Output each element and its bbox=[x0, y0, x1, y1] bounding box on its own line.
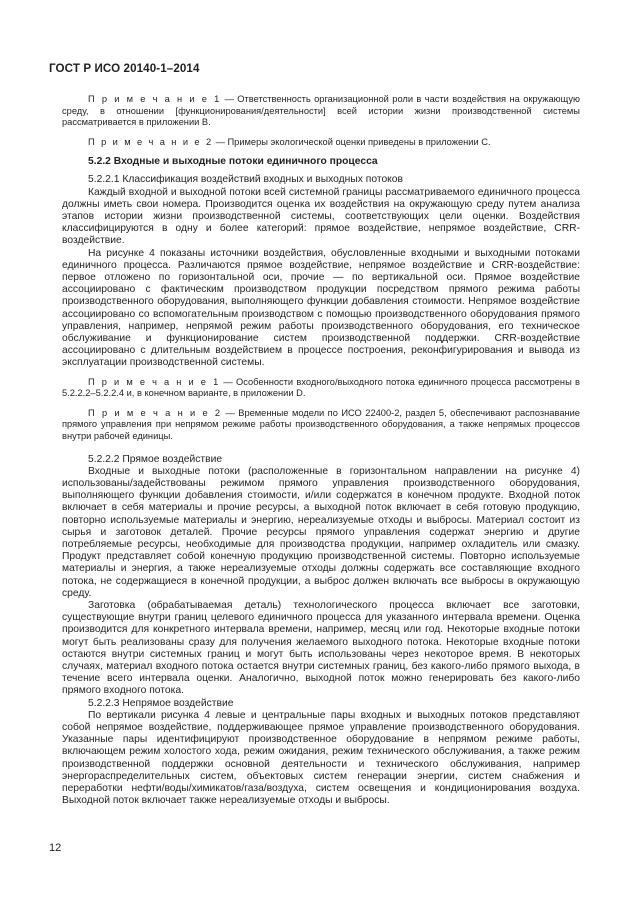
note-tag: П р и м е ч а н и е 2 bbox=[88, 407, 222, 418]
note-2-mid bbox=[62, 408, 580, 443]
note-text: — Ответственность организационной роли в части воздействия на окружающую среду, в отношении [функционирования/деятельности] всей истории жизни производственной системы рассматривается в приложении В. bbox=[62, 94, 580, 128]
subsection-heading-5223: 5.2.2.3 Непрямое воздействие bbox=[88, 697, 234, 709]
document-header: ГОСТ Р ИСО 20140-1–2014 bbox=[49, 62, 200, 75]
note-tag: П р и м е ч а н и е 1 bbox=[88, 376, 221, 387]
paragraph: По вертикали рисунка 4 левые и центральные пары входных и выходных потоков представляют собой непрямое воздействие, поддерживающее прямое управление производственного оборудования. Указанные пары идентифицируют производственное оборудование в непрямом режиме работы, включающем режим холостого хода, режим ожидания, режим технического обслуживания, а также режим производственной поддержки основной деятельности и технического обслуживания, например энергораспределительных систем, объектовых систем генерации энергии, систем снабжения и переработки нефти/воды/химикатов/газа/воздуха, систем освещения и кондиционирования воздуха. Выходной поток включает также нереализуемые отходы и выбросы. bbox=[62, 709, 580, 807]
section-heading: 5.2.2 Входные и выходные потоки единичного процесса bbox=[88, 156, 378, 168]
note-tag: П р и м е ч а н и е 1 bbox=[88, 94, 222, 104]
subsection-heading-5222: 5.2.2.2 Прямое воздействие bbox=[88, 453, 223, 465]
paragraph: Каждый входной и выходной потоки всей системной границы рассматриваемого единичного процесса должны иметь свои номера. Производится оценка их воздействия на окружающую среду путем анализа этапов истории жизни производственной системы, соответствующих цели оценки. Воздействия классифицируются в одну и более категорий: прямое воздействие, непрямое воздействие, CRR-воздействие. bbox=[62, 186, 580, 247]
page-number: 12 bbox=[49, 842, 62, 854]
note-2 bbox=[62, 137, 580, 149]
note-text: — Особенности входного/выходного потока единичного процесса рассмотрены в 5.2.2.2–5.2.2.4 и, в конечном варианте, в приложении D. bbox=[62, 376, 580, 399]
note-text: — Примеры экологической оценки приведены в приложении C. bbox=[213, 136, 491, 147]
note-1 bbox=[62, 94, 580, 129]
note-1-mid bbox=[62, 377, 580, 400]
paragraph: На рисунке 4 показаны источники воздействия, обусловленные входными и выходными потоками единичного процесса. Различаются прямое воздействие, непрямое воздействие и CRR-воздействие: первое отложено по горизонтальной оси, прочие — по вертикальной оси. Прямое воздействие ассоциировано с фактическим производством продукции посредством прямого режима работы производственного оборудования, выполняющего функции добавления стоимости. Непрямое воздействие ассоциировано со вспомогательным производством с помощью производственного оборудования прямого управления, например, непрямой режим работы производственного оборудования, его техническое обслуживание и функционирование систем производственной поддержки. CRR-воздействие ассоциировано с длительным воздействием в процессе построения, реконфигурирования и вывода из эксплуатации производственной системы. bbox=[62, 247, 580, 369]
paragraph: Заготовка (обрабатываемая деталь) технологического процесса включает все заготовки, существующие внутри границ целевого единичного процесса для указанного интервала времени. Оценка производится для конкретного интервала времени, например, месяц или год. Некоторые входные потоки могут быть реализованы сразу для получения желаемого выходного потока. Некоторые входные потоки остаются внутри системных границ и могут быть использованы через некоторое время. В некоторых случаях, материал входного потока остается внутри системных границ, без какого-либо прямого выхода, в течение всего интервала оценки. Аналогично, выходной поток можно генерировать без какого-либо прямого входного потока. bbox=[62, 600, 580, 697]
page-content bbox=[62, 94, 580, 807]
note-tag: П р и м е ч а н и е 2 bbox=[88, 136, 214, 147]
paragraph: Входные и выходные потоки (расположенные в горизонтальном направлении на рисунке 4) использованы/задействованы режимом прямого управления производственного оборудования, выполняющего функции добавления стоимости, и/или содержатся в конечном продукте. Входной поток включает в себя материалы и прочие ресурсы, а выходной поток включает в себя готовую продукцию, повторно используемые материалы и энергию, нереализуемые отходы и выбросы. Материал состоит из сырья и заготовок деталей. Прочие ресурсы прямого управления содержат энергию и другие потребляемые ресурсы, необходимые для производства продукции, например охладитель или смазку. Продукт представляет собой конечную продукцию производственной системы. Повторно используемые материалы и энергия, а также нереализуемые отходы должны содержать все составляющие входного потока, не содержащиеся в конечной продукции, а выброс должен включать все выбросы в окружающую среду. bbox=[62, 465, 580, 599]
note-text: — Временные модели по ИСО 22400-2, раздел 5, обеспечивают распознавание прямого управления при непрямом режиме работы производственного оборудования, а также непрямых процессов внутри рабочей единицы. bbox=[62, 407, 580, 441]
subsection-heading-5221: 5.2.2.1 Классификация воздействий входных и выходных потоков bbox=[88, 174, 403, 186]
